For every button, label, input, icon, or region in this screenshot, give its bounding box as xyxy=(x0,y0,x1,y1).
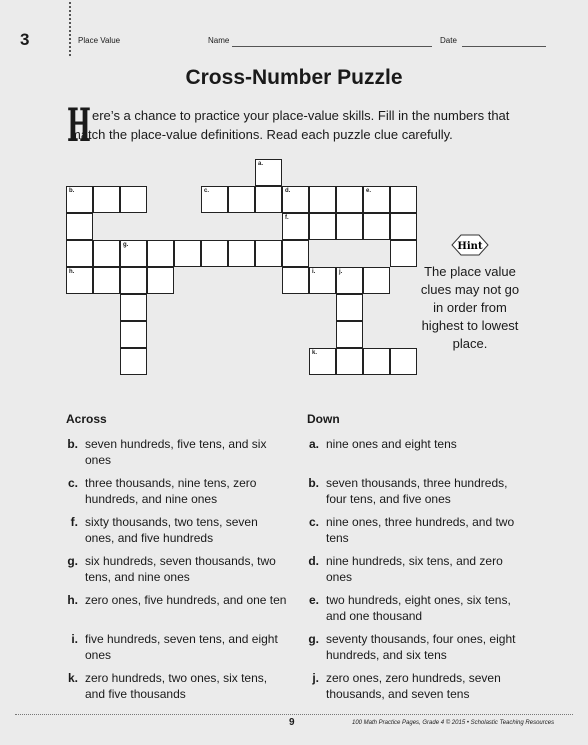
grid-cell-k[interactable] xyxy=(309,348,336,375)
page-title: Cross-Number Puzzle xyxy=(185,66,403,89)
grid-cell[interactable] xyxy=(282,267,309,294)
grid-cell-d[interactable] xyxy=(282,186,309,213)
grid-clue-number: c. xyxy=(204,188,210,194)
name-label: Name xyxy=(208,36,230,45)
across-clue-letter: c. xyxy=(67,476,78,490)
across-clue-text: three thousands, nine tens, zero hundreds, and nine ones xyxy=(85,476,257,506)
grid-cell-i[interactable] xyxy=(309,267,336,294)
hint-badge-label: Hint xyxy=(457,241,483,252)
grid-cell[interactable] xyxy=(201,240,228,267)
across-clue-letter: b. xyxy=(67,437,78,451)
grid-cell[interactable] xyxy=(93,267,120,294)
down-heading: Down xyxy=(307,412,340,426)
down-clue-letter: c. xyxy=(308,515,319,529)
grid-cell[interactable] xyxy=(120,348,147,375)
across-clue-letter: f. xyxy=(70,515,78,529)
grid-clue-number: a. xyxy=(258,161,264,167)
intro-paragraph xyxy=(67,98,540,152)
grid-cell[interactable] xyxy=(120,294,147,321)
down-clue-letter: d. xyxy=(308,554,319,568)
grid-clue-number: g. xyxy=(123,242,129,248)
across-clue-item xyxy=(64,670,304,704)
down-clue-text: seventy thousands, four ones, eight hundreds, and six tens xyxy=(326,632,516,662)
down-clue-item xyxy=(305,553,545,587)
grid-cell[interactable] xyxy=(66,240,93,267)
across-clue-item xyxy=(64,553,304,587)
grid-cell-e[interactable] xyxy=(363,186,390,213)
across-clue-item xyxy=(64,631,304,665)
grid-cell-b[interactable] xyxy=(66,186,93,213)
grid-cell[interactable] xyxy=(120,267,147,294)
across-clue-text: five hundreds, seven tens, and eight ones xyxy=(85,632,278,662)
across-clue-item xyxy=(64,475,304,509)
grid-cell[interactable] xyxy=(363,348,390,375)
down-clue-letter: g. xyxy=(308,632,319,646)
topic-label: Place Value xyxy=(78,36,121,45)
across-clue-letter: k. xyxy=(67,671,78,685)
drop-cap: H xyxy=(67,98,91,152)
page-number: 3 xyxy=(20,30,30,49)
grid-cell-g[interactable] xyxy=(120,240,147,267)
grid-clue-number: i. xyxy=(312,269,316,275)
date-label: Date xyxy=(440,36,457,45)
down-clue-item xyxy=(305,514,545,548)
grid-cell[interactable] xyxy=(228,240,255,267)
across-clue-letter: i. xyxy=(71,632,78,646)
grid-cell-j[interactable] xyxy=(336,267,363,294)
down-clue-text: nine ones, three hundreds, and two tens xyxy=(326,515,515,545)
header-dotted-line xyxy=(69,2,71,56)
grid-cell[interactable] xyxy=(147,240,174,267)
across-clue-text: seven hundreds, five tens, and six ones xyxy=(85,437,267,467)
grid-cell[interactable] xyxy=(255,240,282,267)
across-clue-text: six hundreds, seven thousands, two tens, and nine ones xyxy=(85,554,276,584)
grid-clue-number: d. xyxy=(285,188,291,194)
grid-cell[interactable] xyxy=(147,267,174,294)
grid-clue-number: k. xyxy=(312,350,318,356)
grid-clue-number: b. xyxy=(69,188,75,194)
grid-clue-number: f. xyxy=(285,215,289,221)
grid-cell[interactable] xyxy=(363,213,390,240)
down-clue-letter: j. xyxy=(312,671,319,685)
grid-cell[interactable] xyxy=(336,294,363,321)
down-clue-letter: b. xyxy=(308,476,319,490)
down-clue-text: seven thousands, three hundreds, four tens, and five ones xyxy=(326,476,508,506)
footer-page-number: 9 xyxy=(289,717,295,728)
across-clue-text: sixty thousands, two tens, seven ones, and five hundreds xyxy=(85,515,258,545)
grid-cell[interactable] xyxy=(336,186,363,213)
grid-cell[interactable] xyxy=(390,348,417,375)
grid-cell[interactable] xyxy=(309,186,336,213)
hint-text: The place value clues may not go in order from highest to lowest place. xyxy=(420,264,520,351)
footer-credit: 100 Math Practice Pages, Grade 4 © 2015 • Scholastic Teaching Resources xyxy=(352,720,555,726)
across-clue-letter: g. xyxy=(67,554,78,568)
grid-cell[interactable] xyxy=(93,186,120,213)
across-clue-text: zero ones, five hundreds, and one ten xyxy=(85,593,287,607)
footer-rule xyxy=(15,714,573,715)
across-clue-item xyxy=(64,436,304,470)
grid-cell-a[interactable] xyxy=(255,159,282,186)
across-clue-text: zero hundreds, two ones, six tens, and five thousands xyxy=(85,671,268,701)
across-clue-letter: h. xyxy=(67,593,78,607)
grid-cell[interactable] xyxy=(93,240,120,267)
down-clue-item xyxy=(305,475,545,509)
grid-cell[interactable] xyxy=(336,348,363,375)
grid-cell[interactable] xyxy=(255,186,282,213)
down-clue-item xyxy=(305,670,545,704)
grid-cell[interactable] xyxy=(390,186,417,213)
grid-clue-number: e. xyxy=(366,188,372,194)
name-line xyxy=(232,46,432,47)
down-clue-text: nine hundreds, six tens, and zero ones xyxy=(326,554,503,584)
down-clue-text: nine ones and eight tens xyxy=(326,437,457,451)
grid-cell[interactable] xyxy=(120,186,147,213)
down-clue-item xyxy=(305,631,545,665)
grid-clue-number: j. xyxy=(339,269,343,275)
across-heading: Across xyxy=(66,412,107,426)
grid-cell[interactable] xyxy=(336,213,363,240)
date-line xyxy=(462,46,546,47)
intro-text: ere’s a chance to practice your place-value skills. Fill in the numbers that match the place-value definitions. Read each puzzle clue carefully. xyxy=(70,108,510,142)
grid-cell[interactable] xyxy=(363,267,390,294)
grid-cell-f[interactable] xyxy=(282,213,309,240)
down-clue-item xyxy=(305,436,545,470)
grid-cell[interactable] xyxy=(66,213,93,240)
grid-cell[interactable] xyxy=(174,240,201,267)
grid-cell-c[interactable] xyxy=(201,186,228,213)
down-clue-text: two hundreds, eight ones, six tens, and one thousand xyxy=(326,593,511,623)
hint-badge xyxy=(448,233,492,257)
down-clue-item xyxy=(305,592,545,626)
grid-cell[interactable] xyxy=(282,240,309,267)
grid-cell-h[interactable] xyxy=(66,267,93,294)
down-clue-text: zero ones, zero hundreds, seven thousands, and seven tens xyxy=(326,671,501,701)
grid-cell[interactable] xyxy=(228,186,255,213)
down-clue-letter: a. xyxy=(308,437,319,451)
grid-cell[interactable] xyxy=(390,240,417,267)
across-clue-item xyxy=(64,514,304,548)
grid-cell[interactable] xyxy=(309,213,336,240)
grid-clue-number: h. xyxy=(69,269,75,275)
grid-cell[interactable] xyxy=(390,213,417,240)
grid-cell[interactable] xyxy=(120,321,147,348)
grid-cell[interactable] xyxy=(336,321,363,348)
down-clue-letter: e. xyxy=(308,593,319,607)
across-clue-item xyxy=(64,592,304,626)
